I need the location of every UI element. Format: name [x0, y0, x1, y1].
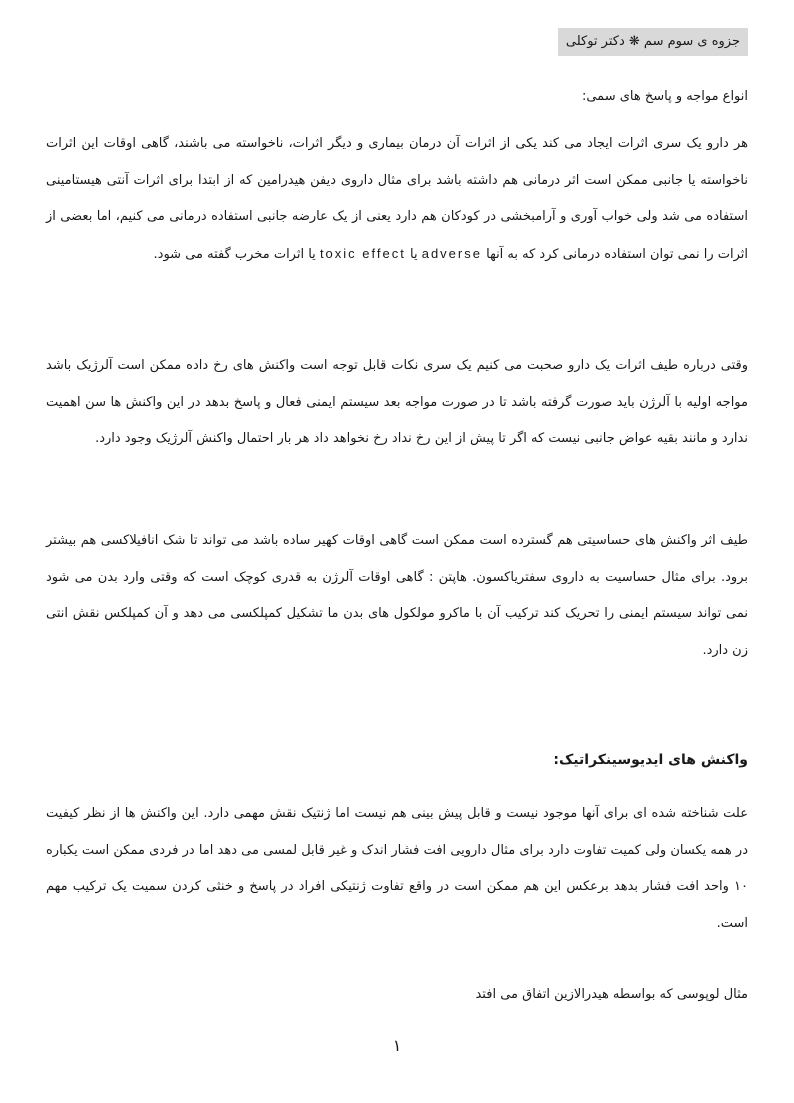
paragraph-1-text-b: یا اثرات مخرب گفته می شود. [153, 246, 316, 262]
paragraph-4: علت شناخته شده ای برای آنها موجود نیست و قابل پیش بینی هم نیست اما ژنتیک نقش مهمی دارد. این واکنش ها از نظر کیفیت در همه یکسان ولی کمیت تفاوت دارد برای مثال دارویی افت فشار اندک و غیر قابل لمسی می دهد اما در فردی ممکن است یکباره ۱۰ واحد افت فشار بدهد برعکس این هم ممکن است در واقع تفاوت ژنتیکی افراد در پاسخ و خنثی کردن سمیت یک ترکیب مهم است. [46, 806, 748, 931]
paragraph-1 [46, 126, 748, 273]
paragraph-2: وقتی درباره طیف اثرات یک دارو صحبت می کنیم یک سری نکات قابل توجه است واکنش های رخ داده ممکن است آلرژیک باشد مواجه اولیه با آلرژن باید صورت گرفته باشد تا در صورت مواجه بعد سیستم ایمنی فعال و پاسخ بدهد در این واکنش ها سن اهمیت ندارد و مانند بقیه عواض جانبی نیست که اگر تا پیش از این رخ نداد رخ نخواهد داد هر بار احتمال واکنش آلرژیک وجود دارد. [46, 358, 748, 446]
section-heading: واکنش های ایدیوسینکراتیک: [553, 752, 748, 768]
term-toxic-effect: toxic effect [319, 245, 406, 261]
page-number: ۱ [392, 1036, 402, 1055]
header-box [558, 28, 748, 56]
intro-line: انواع مواجه و پاسخ های سمی: [581, 89, 748, 104]
term-adverse: adverse [421, 245, 482, 261]
paragraph-1-or: یا [409, 246, 418, 262]
document-page [46, 0, 748, 1103]
document-header: جزوه ی سوم سم ❋ دکتر توکلی [558, 28, 748, 56]
paragraph-5: مثال لوپوسی که بواسطه هیدرالازین اتفاق می افتد [475, 987, 748, 1002]
paragraph-3: طیف اثر واکنش های حساسیتی هم گسترده است ممکن است گاهی اوقات کهیر ساده باشد می تواند تا شک انافیلاکسی هم بیشتر برود. برای مثال حساسیت به داروی سفتریاکسون. هاپتن : گاهی اوقات آلرژن به قدری کوچک است که وقتی وارد بدن می شود نمی تواند سیستم ایمنی را تحریک کند ترکیب آن با ماکرو مولکول های بدن ما تشکیل کمپلکسی می دهد و آن کمپلکس نقش انتی زن دارد. [46, 533, 748, 658]
paragraph-1-text-a: هر دارو یک سری اثرات ایجاد می کند یکی از اثرات آن درمان بیماری و دیگر اثرات، ناخواسته می باشند، گاهی اوقات این اثرات ناخواسته یا جانبی ممکن است اثر درمانی هم داشته باشد برای مثال داروی دیفن هیدرامین که از ابتدا برای اثرات آنتی هیستامینی استفاده می شد ولی خواب آوری و آرامبخشی در کودکان هم دارد یعنی از یک عارضه جانبی استفاده درمانی می کنیم، اما بعضی از اثرات را نمی توان استفاده درمانی کرد که به آنها [46, 136, 748, 262]
